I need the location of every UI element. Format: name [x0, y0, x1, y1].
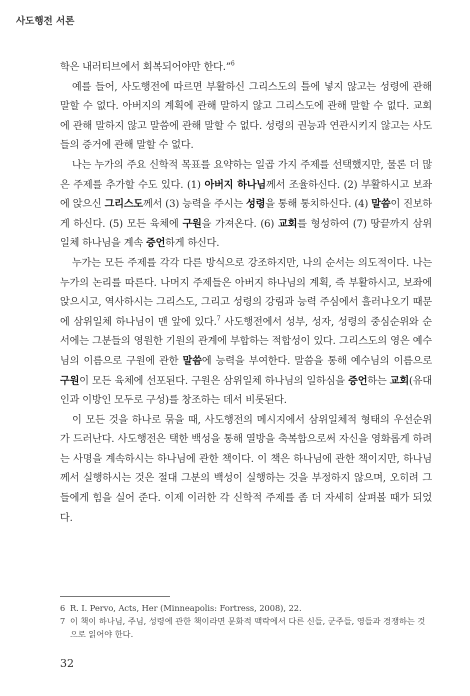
body-text [60, 58, 432, 528]
emphasized-term: 증언 [348, 375, 368, 387]
footnote-number: 6 [60, 603, 66, 613]
text-run: 에 능력을 부여한다. 말씀을 통해 예수님의 이름으로 [201, 355, 432, 367]
text-run: 예를 들어, 사도행전에 따르면 부활하신 그리스도의 틀에 넣지 않고는 성령에 관해 말할 수 없다. 아버지의 계획에 관해 말하지 않고 그리스도에 관해 말할 수 없다. 교회에 관해 말하지 않고 말씀에 관해 말할 수 없다. 성령의 권능과 연관시키지 않고는 사도들의 증거에 관해 말할 수 없다. [60, 81, 432, 152]
text-run: 나는 누가의 주요 신학적 목표를 요약하는 일곱 가지 주제를 선택했지만, 물론 더 많은 주제를 추가할 수도 있다. (1) [60, 159, 432, 191]
footnotes [60, 602, 432, 642]
text-run: 이 모든 육체에 선포된다. 구원은 삼위일체 하나님의 일하심을 [79, 375, 349, 387]
footnote-text: 이 책이 하나님, 주님, 성령에 관한 책이라면 문화적 맥락에서 다른 신들, 군주들, 영들과 경쟁하는 것으로 읽어야 한다. [70, 616, 426, 640]
text-run: 께서 조율하신다. (2) 부활하시고 보좌에 앉으신 [60, 179, 432, 211]
text-run: 사도행전에서 성부, 성자, 성령의 중심순위와 순서에는 그분들의 영원한 기원의 관계에 부합하는 적합성이 있다. 그리스도의 영은 예수님의 이름으로 구원에 관한 [60, 316, 432, 367]
body-paragraph [60, 78, 432, 156]
page-header [0, 0, 470, 40]
emphasized-term: 구원 [60, 375, 80, 387]
page-number: 32 [60, 657, 74, 670]
text-run: 학은 내러티브에서 회복되어야만 한다.” [60, 62, 231, 73]
text-run: 이 모든 것을 하나로 묶을 때, 사도행전의 메시지에서 삼위일체적 형태의 우선순위가 드러난다. 사도행전은 택한 백성을 통해 열방을 축복함으로써 자신을 영화롭게 하려는 사명을 계속하시는 하나님에 관한 책이다. 이 책은 하나님에 관한 책이지만, 하나님께서 실행하시는 것은 절대 그분의 백성이 실행하는 것을 부정하지 않으며, 오히려 그들에게 힘을 실어 준다. 이제 이러한 각 신학적 주제를 좀 더 자세히 살펴볼 때가 되었다. [60, 414, 432, 524]
emphasized-term: 교회 [389, 375, 409, 387]
text-run: 께서 (3) 능력을 주시는 [143, 199, 247, 211]
text-run: 하는 [367, 375, 390, 387]
footnote-item [60, 602, 432, 615]
body-paragraph [60, 411, 432, 529]
body-paragraph [60, 58, 432, 78]
emphasized-term: 그리스도 [104, 199, 143, 211]
footnote-reference: 6 [230, 60, 235, 68]
emphasized-term: 아버지 하나님 [204, 179, 267, 191]
emphasized-term: 말씀 [371, 199, 391, 211]
text-run: 누가는 모든 주제를 각각 다른 방식으로 강조하지만, 나의 순서는 의도적이다. 나는 누가의 논리를 따른다. 나머지 주제들은 아버지 하나님의 계획, 즉 부활하시고, 보좌에 앉으시고, 역사하시는 그리스도, 그리고 성령의 강림과 능력 주심에서 흘러나오기 때문에 삼위일체 하나님이 맨 앞에 있다. [60, 257, 432, 328]
body-paragraph [60, 254, 432, 411]
footnote-divider [60, 596, 170, 597]
text-run: 를 형성하여 (7) 땅끝까지 삼위일체 하나님을 계속 [60, 218, 432, 250]
emphasized-term: 말씀 [182, 355, 202, 367]
text-run: 하게 하신다. [165, 238, 220, 250]
text-run: 이 진보하게 하신다. (5) 모든 육체에 [60, 199, 432, 230]
emphasized-term: 구원 [182, 218, 202, 230]
text-run: 을 가져온다. (6) [201, 218, 279, 230]
footnote-reference: 7 [216, 315, 221, 323]
footnote-text: R. I. Pervo, Acts, Her (Minneapolis: Fortress, 2008), 22. [70, 603, 302, 613]
footnote-number: 7 [60, 616, 66, 627]
footnote-item [60, 615, 432, 641]
text-run: (유대인과 이방인 모두로 구성)를 창조하는 데서 비롯된다. [60, 375, 432, 407]
body-paragraph [60, 156, 432, 254]
text-run: 을 통해 통치하신다. (4) [265, 199, 372, 211]
emphasized-term: 교회 [278, 218, 298, 230]
emphasized-term: 성령 [246, 199, 266, 211]
running-head: 사도행전 서론 [16, 16, 75, 27]
emphasized-term: 증언 [145, 238, 166, 250]
